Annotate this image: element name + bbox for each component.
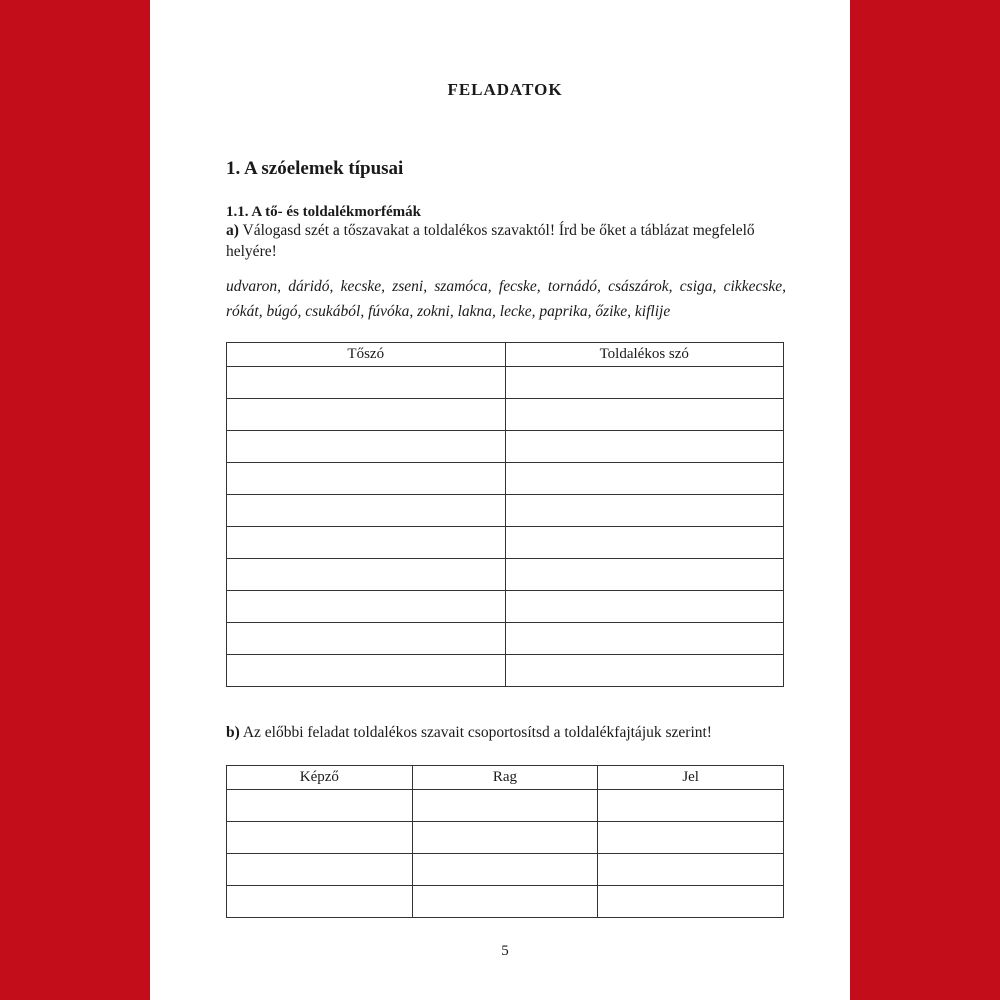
table-row	[227, 822, 784, 854]
answer-cell[interactable]	[227, 559, 506, 591]
answer-cell[interactable]	[505, 399, 784, 431]
answer-cell[interactable]	[227, 886, 413, 918]
answer-cell[interactable]	[227, 822, 413, 854]
left-red-band	[0, 0, 150, 1000]
answer-cell[interactable]	[505, 623, 784, 655]
table-row	[227, 367, 784, 399]
answer-cell[interactable]	[227, 463, 506, 495]
task-a-text: Válogasd szét a tőszavakat a toldalékos szavaktól! Írd be őket a táblázat megfelelő helyére!	[226, 222, 755, 260]
table-row	[227, 854, 784, 886]
column-header-derivational: Képző	[227, 766, 413, 790]
answer-cell[interactable]	[505, 655, 784, 687]
table-header-row	[227, 766, 784, 790]
task-b-instruction	[226, 724, 796, 742]
table-header-row	[227, 343, 784, 367]
table-row	[227, 463, 784, 495]
answer-cell[interactable]	[227, 591, 506, 623]
answer-cell[interactable]	[598, 854, 784, 886]
word-list: udvaron, dáridó, kecske, zseni, szamóca, fecske, tornádó, császárok, csiga, cikkecske, rókát, búgó, csukából, fúvóka, zokni, lakna, lecke, paprika, őzike, kiflije	[226, 278, 786, 320]
page-number: 5	[501, 943, 509, 959]
answer-cell[interactable]	[227, 367, 506, 399]
answer-cell[interactable]	[598, 790, 784, 822]
table-row	[227, 495, 784, 527]
answer-cell[interactable]	[505, 527, 784, 559]
root-vs-suffixed-table	[226, 342, 784, 687]
suffix-type-table	[226, 765, 784, 918]
table-row	[227, 399, 784, 431]
answer-cell[interactable]	[227, 495, 506, 527]
worksheet-page	[150, 0, 850, 1000]
answer-cell[interactable]	[227, 623, 506, 655]
answer-cell[interactable]	[227, 527, 506, 559]
column-header-case-ending: Rag	[412, 766, 598, 790]
answer-cell[interactable]	[227, 790, 413, 822]
answer-cell[interactable]	[598, 886, 784, 918]
subsection-title: 1.1. A tő- és toldalékmorfémák	[226, 204, 421, 220]
section-title: 1. A szóelemek típusai	[226, 158, 404, 179]
answer-cell[interactable]	[598, 822, 784, 854]
page-title: FELADATOK	[447, 80, 563, 99]
answer-cell[interactable]	[227, 431, 506, 463]
answer-cell[interactable]	[412, 854, 598, 886]
task-a-label: a)	[226, 222, 239, 239]
answer-cell[interactable]	[412, 822, 598, 854]
table-b-body	[227, 790, 784, 918]
table-row	[227, 886, 784, 918]
table-row	[227, 655, 784, 687]
answer-cell[interactable]	[505, 591, 784, 623]
table-row	[227, 431, 784, 463]
column-header-marker: Jel	[598, 766, 784, 790]
answer-cell[interactable]	[505, 367, 784, 399]
answer-cell[interactable]	[505, 463, 784, 495]
answer-cell[interactable]	[505, 431, 784, 463]
column-header-suffixed-word: Toldalékos szó	[505, 343, 784, 367]
task-b-label: b)	[226, 724, 240, 741]
table-row	[227, 559, 784, 591]
right-red-band	[850, 0, 1000, 1000]
table-row	[227, 790, 784, 822]
answer-cell[interactable]	[227, 854, 413, 886]
table-row	[227, 623, 784, 655]
answer-cell[interactable]	[412, 886, 598, 918]
answer-cell[interactable]	[412, 790, 598, 822]
answer-cell[interactable]	[505, 495, 784, 527]
answer-cell[interactable]	[227, 655, 506, 687]
table-row	[227, 591, 784, 623]
column-header-root-word: Tőszó	[227, 343, 506, 367]
table-a-body	[227, 367, 784, 687]
table-row	[227, 527, 784, 559]
answer-cell[interactable]	[505, 559, 784, 591]
answer-cell[interactable]	[227, 399, 506, 431]
task-b-text: Az előbbi feladat toldalékos szavait csoportosítsd a toldalékfajtájuk szerint!	[239, 724, 712, 741]
task-a-instruction	[226, 220, 786, 262]
